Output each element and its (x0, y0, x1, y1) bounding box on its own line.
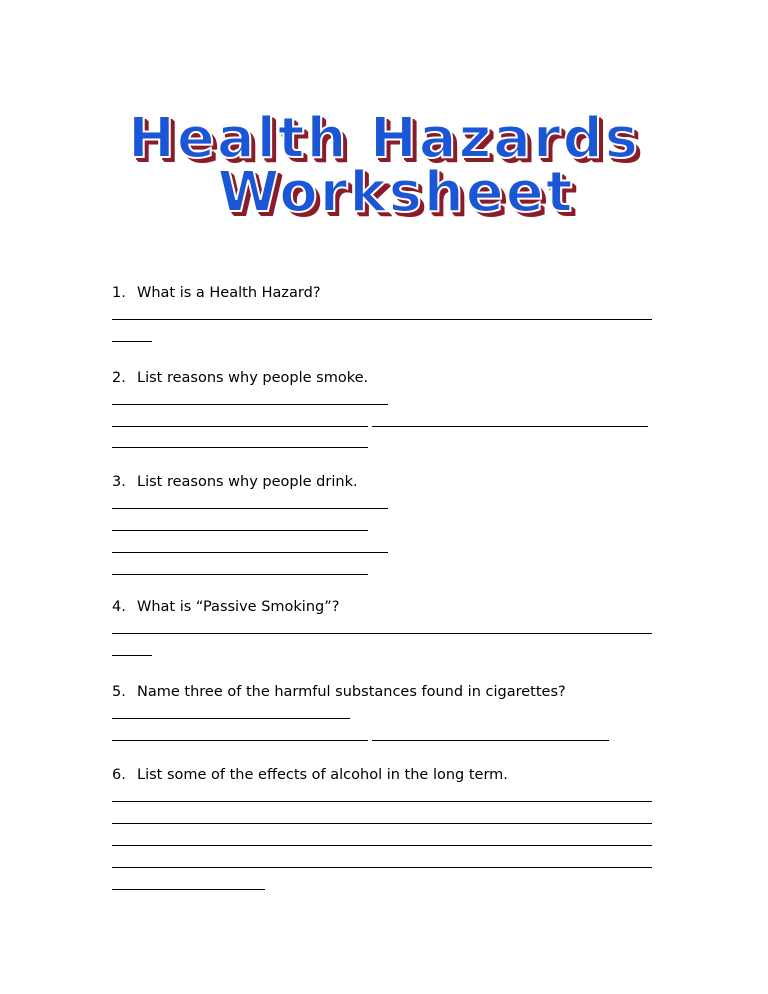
answer-line[interactable] (372, 426, 648, 427)
worksheet-title (0, 106, 768, 225)
answer-line[interactable] (112, 426, 368, 427)
answer-line[interactable] (112, 823, 652, 824)
answer-line[interactable] (112, 845, 652, 846)
answer-line[interactable] (112, 319, 652, 320)
question-number: 6. (112, 767, 126, 783)
answer-line[interactable] (112, 889, 265, 890)
answer-line[interactable] (112, 552, 388, 553)
answer-line[interactable] (112, 633, 652, 634)
question-4 (112, 599, 339, 616)
question-number: 2. (112, 370, 126, 386)
answer-line[interactable] (112, 574, 368, 575)
question-number: 4. (112, 599, 126, 615)
question-1 (112, 285, 321, 302)
question-text: List some of the effects of alcohol in the long term. (137, 767, 508, 783)
question-2 (112, 370, 368, 387)
title-line-2: Worksheet (217, 160, 575, 225)
answer-line[interactable] (372, 740, 609, 741)
question-number: 3. (112, 474, 126, 490)
answer-line[interactable] (112, 801, 652, 802)
question-text: Name three of the harmful substances found in cigarettes? (137, 684, 566, 700)
question-number: 5. (112, 684, 126, 700)
answer-line[interactable] (112, 867, 652, 868)
question-text: List reasons why people smoke. (137, 370, 369, 386)
answer-line[interactable] (112, 718, 350, 719)
question-text: What is a Health Hazard? (137, 285, 321, 301)
answer-line[interactable] (112, 341, 152, 342)
answer-line[interactable] (112, 740, 368, 741)
answer-line[interactable] (112, 530, 368, 531)
question-6 (112, 767, 508, 784)
question-5 (112, 684, 566, 701)
answer-line[interactable] (112, 655, 152, 656)
question-number: 1. (112, 285, 126, 301)
title-line-1: Health Hazards (127, 106, 641, 171)
question-text: What is “Passive Smoking”? (137, 599, 340, 615)
question-3 (112, 474, 358, 491)
answer-line[interactable] (112, 404, 388, 405)
answer-line[interactable] (112, 508, 388, 509)
question-text: List reasons why people drink. (137, 474, 358, 490)
answer-line[interactable] (112, 447, 368, 448)
